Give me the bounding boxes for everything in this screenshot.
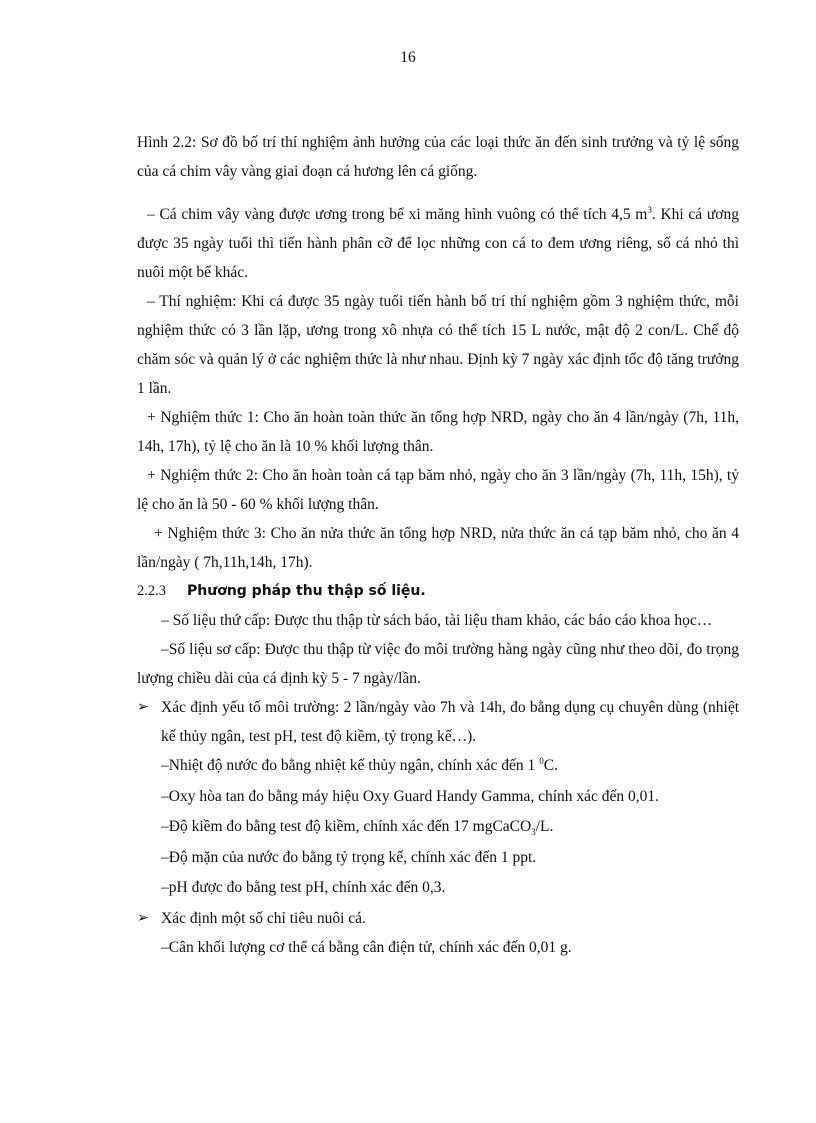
fish-heading: Xác định một số chỉ tiêu nuôi cá. [161, 909, 366, 927]
fish-bullet [137, 904, 739, 933]
tank-text: – Cá chim vây vàng được ương trong bể xi măng hình vuông có thể tích 4,5 m [147, 206, 648, 223]
degree-superscript: 0 [539, 755, 544, 766]
arrow-bullet-icon: ➢ [137, 700, 149, 715]
alk-subscript: 3 [531, 827, 536, 838]
tank-text-cont: . Khi cá ương được 35 ngày tuổi thì tiến hành phân cỡ để lọc những con cá to đem ương riêng, số cá nhỏ thì nuôi một bể khác. [137, 206, 739, 281]
env-bullet [137, 693, 739, 751]
fish-item-weight: –Cân khối lượng cơ thể cá bằng cân điện tử, chính xác đến 0,01 g. [161, 938, 572, 956]
env-item-ph: –pH được đo bằng test pH, chính xác đến 0,3. [161, 879, 446, 896]
env-item-salinity: –Độ mặn của nước đo bằng tỷ trọng kế, chính xác đến 1 ppt. [161, 848, 537, 866]
secondary-data-paragraph: – Số liệu thứ cấp: Được thu thập từ sách báo, tài liệu tham khảo, các báo cáo khoa học… [161, 612, 713, 629]
paragraph-experiment: – Thí nghiệm: Khi cá được 35 ngày tuổi tiến hành bố trí thí nghiệm gồm 3 nghiệm thức, mỗi nghiệm thức có 3 lần lặp, ương trong xô nhựa có thể tích 15 L nước, mật độ 2 con/L. Chế độ chăm sóc và quản lý ở các nghiệm thức là như nhau. Định kỳ 7 ngày xác định tốc độ tăng trưởng 1 lần. [137, 293, 739, 397]
env-item-oxygen: –Oxy hòa tan đo bằng máy hiệu Oxy Guard Handy Gamma, chính xác đến 0,01. [161, 787, 660, 805]
alk-unit: /L. [535, 818, 554, 835]
section-number: 2.2.3 [137, 583, 166, 599]
treatment-3: + Nghiệm thức 3: Cho ăn nửa thức ăn tổng hợp NRD, nửa thức ăn cá tạp băm nhỏ, cho ăn 4 lần/ngày ( 7h,11h,14h, 17h). [137, 525, 739, 571]
figure-caption: Hình 2.2: Sơ đồ bố trí thí nghiệm ảnh hưởng của các loại thức ăn đến sinh trưởng và tỷ lệ sống của cá chim vây vàng giai đoạn cá hương lên cá giống. [137, 134, 739, 180]
env-item-alkalinity [137, 812, 739, 843]
arrow-bullet-icon: ➢ [137, 910, 149, 926]
treatment-1: + Nghiệm thức 1: Cho ăn hoàn toàn thức ăn tổng hợp NRD, ngày cho ăn 4 lần/ngày (7h, 11h, 14h, 17h), tỷ lệ cho ăn là 10 % khối lượng thân. [137, 409, 739, 455]
section-heading [137, 577, 739, 606]
temp-text: –Nhiệt độ nước đo bằng nhiệt kế thủy ngân, chính xác đến 1 [161, 757, 540, 774]
env-heading: Xác định yếu tố môi trường: 2 lần/ngày vào 7h và 14h, đo bằng dụng cụ chuyên dùng (nhiệt kế thủy ngân, test pH, test độ kiềm, tỷ trọng kế…). [161, 699, 739, 745]
page-content [137, 128, 739, 963]
primary-data-paragraph: –Số liệu sơ cấp: Được thu thập từ việc đo môi trường hàng ngày cũng như theo dõi, đo trọng lượng chiều dài của cá định kỳ 5 - 7 ngày/lần. [137, 641, 739, 687]
treatment-2: + Nghiệm thức 2: Cho ăn hoàn toàn cá tạp băm nhỏ, ngày cho ăn 3 lần/ngày (7h, 11h, 15h), tỷ lệ cho ăn là 50 - 60 % khối lượng thân. [137, 467, 739, 513]
tank-superscript: 3 [647, 204, 652, 215]
env-item-temperature [137, 751, 739, 782]
paragraph-tank [137, 200, 739, 287]
page-number: 16 [400, 49, 416, 66]
temp-unit: C. [543, 757, 558, 774]
alk-text: –Độ kiềm đo bằng test độ kiềm, chính xác đến 17 mgCaCO [161, 818, 532, 835]
section-title: Phương pháp thu thập số liệu. [187, 583, 426, 599]
